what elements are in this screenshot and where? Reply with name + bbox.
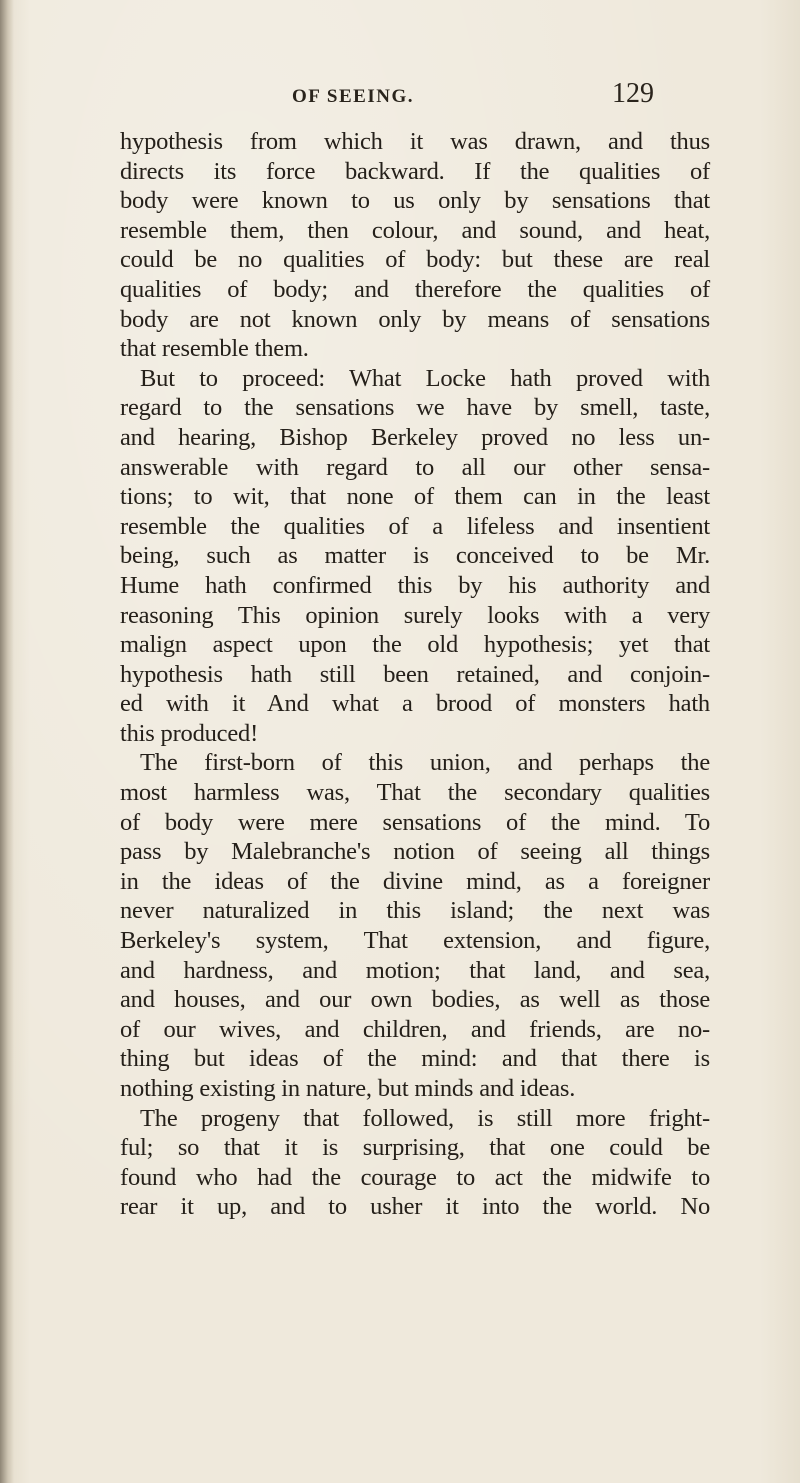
text-line: hypothesis hath still been retained, and conjoin- bbox=[120, 660, 710, 688]
text-line: directs its force backward. If the qualities of bbox=[120, 157, 710, 185]
text-line: hypothesis from which it was drawn, and thus bbox=[120, 128, 710, 155]
text-line: being, such as matter is conceived to be Mr. bbox=[120, 542, 710, 570]
text-line: of body were mere sensations of the mind. To bbox=[120, 808, 710, 836]
text-line: But to proceed: What Locke hath proved with bbox=[140, 364, 710, 392]
text-line: regard to the sensations we have by smell, taste, bbox=[120, 394, 710, 422]
text-line: answerable with regard to all our other sensa- bbox=[120, 453, 710, 481]
body-text bbox=[120, 127, 710, 1222]
text-line: and houses, and our own bodies, as well as those bbox=[120, 986, 710, 1014]
text-line: most harmless was, That the secondary qualities bbox=[120, 779, 710, 807]
text-line: resemble them, then colour, and sound, and heat, bbox=[120, 216, 710, 244]
text-line: and hardness, and motion; that land, and sea, bbox=[120, 956, 710, 984]
text-line: never naturalized in this island; the next was bbox=[120, 897, 710, 925]
text-line: that resemble them. bbox=[120, 335, 309, 363]
text-line: body are not known only by means of sensations bbox=[120, 305, 710, 333]
text-line: could be no qualities of body: but these are real bbox=[120, 246, 710, 274]
text-line: The progeny that followed, is still more fright- bbox=[140, 1104, 710, 1132]
text-line: in the ideas of the divine mind, as a foreigner bbox=[120, 867, 710, 895]
text-line: of our wives, and children, and friends, are no- bbox=[120, 1015, 710, 1043]
text-line: malign aspect upon the old hypothesis; yet that bbox=[120, 631, 710, 659]
text-line: thing but ideas of the mind: and that there is bbox=[120, 1045, 710, 1073]
text-line: qualities of body; and therefore the qualities of bbox=[120, 275, 710, 303]
text-line: resemble the qualities of a lifeless and insentient bbox=[120, 512, 710, 540]
text-line: ful; so that it is surprising, that one could be bbox=[120, 1134, 710, 1162]
text-line: found who had the courage to act the midwife to bbox=[120, 1163, 710, 1191]
text-line: and hearing, Bishop Berkeley proved no less un- bbox=[120, 423, 710, 451]
text-line: body were known to us only by sensations that bbox=[120, 187, 710, 215]
text-line: tions; to wit, that none of them can in the least bbox=[120, 483, 710, 511]
text-line: Berkeley's system, That extension, and figure, bbox=[120, 927, 710, 955]
text-line: this produced! bbox=[120, 719, 259, 747]
page-number: 129 bbox=[612, 78, 654, 109]
text-line: rear it up, and to usher it into the world. No bbox=[120, 1193, 710, 1221]
text-line: ed with it And what a brood of monsters hath bbox=[120, 690, 710, 718]
text-line: pass by Malebranche's notion of seeing all things bbox=[120, 838, 710, 866]
text-line: The first-born of this union, and perhaps the bbox=[140, 749, 710, 777]
text-line: Hume hath confirmed this by his authority and bbox=[120, 571, 710, 599]
page-spine-shadow bbox=[0, 0, 14, 1483]
text-line: reasoning This opinion surely looks with a very bbox=[120, 601, 710, 629]
running-title: OF SEEING. bbox=[292, 86, 414, 107]
text-line: nothing existing in nature, but minds and ideas. bbox=[120, 1075, 576, 1102]
running-head bbox=[0, 78, 800, 118]
